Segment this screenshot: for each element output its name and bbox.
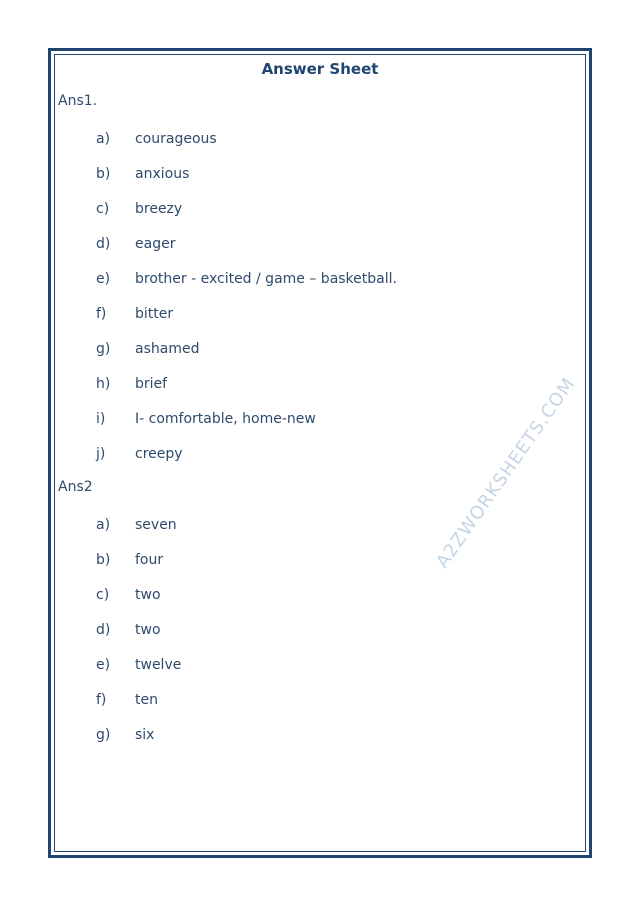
item-letter: b) [96, 552, 111, 568]
item-answer: I- comfortable, home-new [135, 411, 316, 427]
item-letter: j) [96, 446, 106, 462]
item-answer: two [135, 587, 161, 603]
item-letter: a) [96, 517, 111, 533]
item-answer: anxious [135, 166, 190, 182]
item-letter: f) [96, 306, 107, 322]
section-label: Ans2 [58, 479, 93, 495]
item-letter: i) [96, 411, 106, 427]
item-answer: courageous [135, 131, 217, 147]
section-label: Ans1. [58, 93, 98, 109]
item-letter: e) [96, 271, 111, 287]
item-letter: g) [96, 727, 111, 743]
item-answer: brief [135, 376, 168, 392]
item-letter: g) [96, 341, 111, 357]
page-title: Answer Sheet [261, 60, 379, 78]
item-answer: bitter [135, 306, 174, 322]
item-answer: seven [135, 517, 177, 533]
item-letter: h) [96, 376, 111, 392]
item-letter: d) [96, 236, 111, 252]
item-answer: six [135, 727, 155, 743]
item-letter: e) [96, 657, 111, 673]
watermark: A2ZWORKSHEETS.COM [432, 373, 580, 573]
item-answer: creepy [135, 446, 183, 462]
item-answer: breezy [135, 201, 183, 217]
item-answer: ten [135, 692, 158, 708]
item-answer: four [135, 552, 164, 568]
item-letter: b) [96, 166, 111, 182]
item-letter: f) [96, 692, 107, 708]
item-answer: twelve [135, 657, 182, 673]
item-answer: ashamed [135, 341, 200, 357]
item-answer: two [135, 622, 161, 638]
item-letter: d) [96, 622, 111, 638]
item-answer: eager [135, 236, 176, 252]
item-letter: c) [96, 201, 110, 217]
item-letter: a) [96, 131, 111, 147]
item-answer: brother - excited / game – basketball. [135, 271, 397, 287]
item-letter: c) [96, 587, 110, 603]
